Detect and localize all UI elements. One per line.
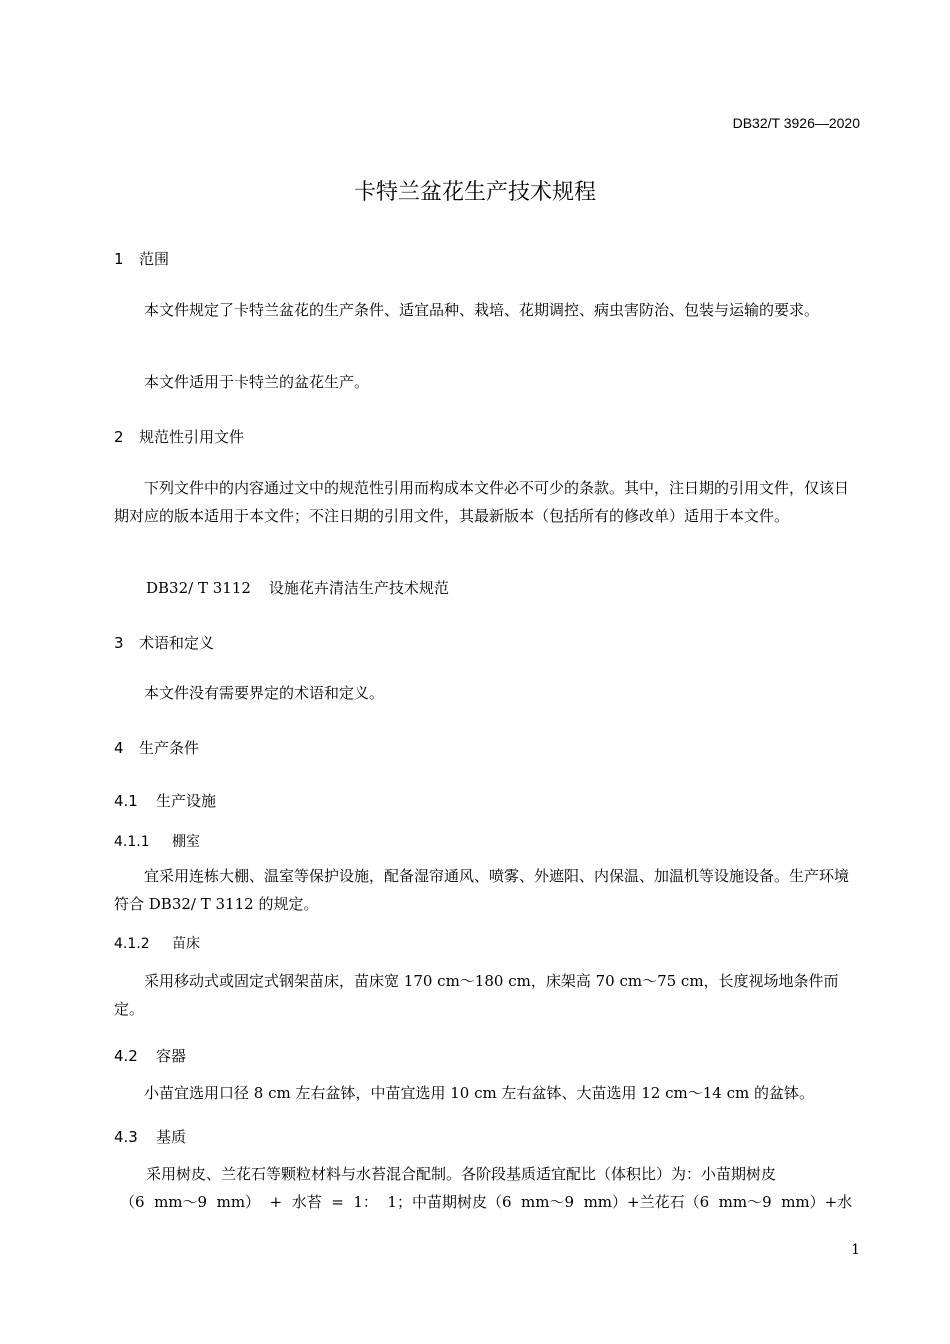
section-3-heading: [114, 632, 214, 653]
section-4-1-1-heading: [114, 831, 200, 851]
section-number: 4.1.2: [114, 936, 150, 952]
section-4-2-paragraph: 小苗宜选用口径 8 cm 左右盆钵，中苗宜选用 10 cm 左右盆钵、大苗选用 12 cm～14 cm 的盆钵。: [144, 1084, 814, 1102]
section-title: 规范性引用文件: [139, 428, 245, 446]
page-number: 1: [851, 1242, 860, 1258]
document-number: DB32/T 3926—2020: [732, 115, 860, 131]
section-4-1-heading: [114, 790, 216, 811]
document-title: 卡特兰盆花生产技术规程: [353, 180, 596, 205]
section-4-heading: [114, 737, 199, 758]
section-4-1-1-paragraph: 宜采用连栋大棚、温室等保护设施，配备湿帘通风、喷雾、外遮阳、内保温、加温机等设施设备。生产环境符合 DB32/ T 3112 的规定。: [114, 867, 850, 913]
section-title: 苗床: [172, 936, 200, 952]
section-4-3-paragraph-line-1: 采用树皮、兰花石等颗粒材料与水苔混合配制。各阶段基质适宜配比（体积比）为：小苗期树皮: [146, 1165, 777, 1183]
section-number: 4.3: [114, 1128, 138, 1146]
section-4-3-paragraph-line-2: （6 mm～9 mm） + 水苔 = 1： 1；中苗期树皮（6 mm～9 mm）+兰花石（6 mm～9 mm）+水: [120, 1193, 853, 1211]
section-4-2-heading: [114, 1045, 186, 1066]
section-title: 棚室: [172, 834, 200, 850]
section-title: 术语和定义: [139, 634, 215, 652]
section-title: 范围: [139, 250, 170, 268]
section-number: 2: [114, 428, 124, 446]
section-number: 1: [114, 250, 124, 268]
section-number: 4.1.1: [114, 834, 150, 850]
section-4-3-heading: [114, 1126, 186, 1147]
section-1-heading: [114, 248, 169, 269]
section-title: 生产设施: [156, 792, 217, 810]
section-4-1-2-paragraph: 采用移动式或固定式钢架苗床，苗床宽 170 cm～180 cm，床架高 70 cm～75 cm，长度视场地条件而定。: [114, 972, 839, 1018]
section-title: 生产条件: [139, 739, 200, 757]
section-3-paragraph-1: 本文件没有需要界定的术语和定义。: [144, 684, 385, 702]
section-1-paragraph-1: 本文件规定了卡特兰盆花的生产条件、适宜品种、栽培、花期调控、病虫害防治、包装与运输的要求。: [144, 301, 820, 319]
reference-code: DB32/ T 3112: [146, 579, 251, 597]
section-2-heading: [114, 426, 244, 447]
section-title: 容器: [156, 1047, 187, 1065]
section-number: 4.1: [114, 792, 138, 810]
section-number: 4: [114, 739, 124, 757]
section-4-1-2-heading: [114, 933, 200, 953]
section-2-paragraph-1: 下列文件中的内容通过文中的规范性引用而构成本文件必不可少的条款。其中，注日期的引用文件，仅该日期对应的版本适用于本文件；不注日期的引用文件，其最新版本（包括所有的修改单）适用于本文件。: [114, 479, 850, 525]
section-title: 基质: [156, 1128, 187, 1146]
reference-name: 设施花卉清洁生产技术规范: [268, 579, 449, 597]
section-1-paragraph-2: 本文件适用于卡特兰的盆花生产。: [144, 373, 370, 391]
section-number: 4.2: [114, 1047, 138, 1065]
section-number: 3: [114, 634, 124, 652]
normative-reference: [146, 574, 860, 602]
